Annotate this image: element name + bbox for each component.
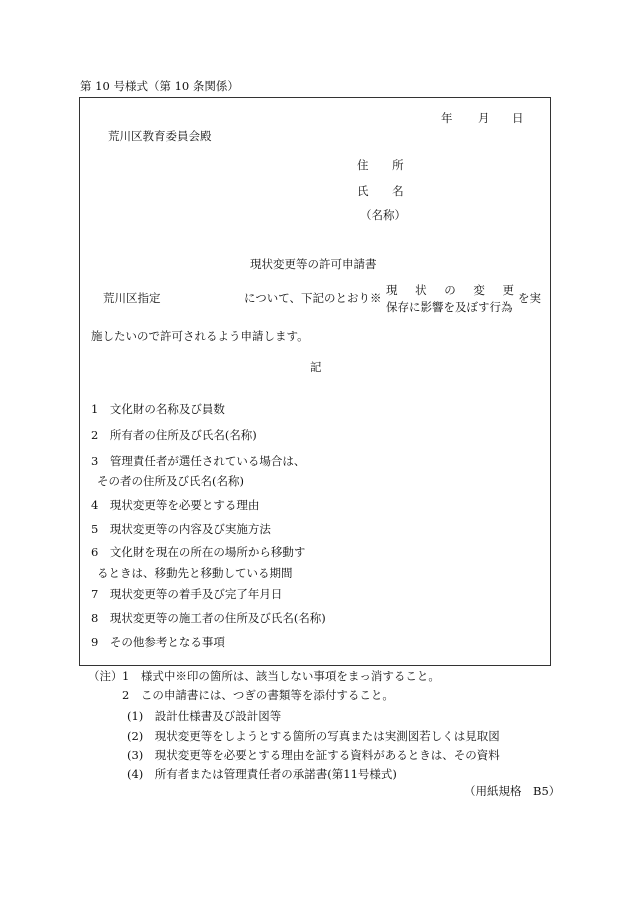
option-top-4: 変 — [473, 283, 485, 297]
form-frame — [79, 97, 551, 666]
note-sub: (1) 設計仕様書及び設計図等 — [127, 709, 282, 723]
body-middle: について、下記のとおり※ — [244, 291, 382, 305]
option-top — [386, 285, 514, 297]
year-label: 年 — [441, 111, 453, 125]
address-label-1: 住 — [357, 158, 369, 172]
form-number: 第 10 号様式（第 10 条関係） — [80, 79, 239, 93]
name-label-2: 名 — [392, 184, 404, 198]
list-item: 1 文化財の名称及び員数 — [91, 402, 225, 416]
option-top-1: 現 — [386, 283, 398, 297]
address-label-2: 所 — [392, 158, 404, 172]
ki-mark: 記 — [310, 360, 322, 374]
month-label: 月 — [478, 111, 490, 125]
option-top-2: 状 — [415, 283, 427, 297]
note-label: （注） — [88, 669, 123, 683]
day-label: 日 — [512, 111, 524, 125]
address-label — [357, 160, 404, 172]
list-item: 3 管理責任者が選任されている場合は、 — [91, 454, 306, 468]
addressee: 荒川区教育委員会殿 — [108, 129, 212, 143]
option-bottom: 保存に影響を及ぼす行為 — [386, 300, 513, 314]
list-item: 4 現状変更等を必要とする理由 — [91, 498, 260, 512]
option-top-3: の — [444, 283, 456, 297]
list-item: 5 現状変更等の内容及び実施方法 — [91, 522, 271, 536]
list-item: 2 所有者の住所及び氏名(名称) — [91, 428, 257, 442]
body-prefix: 荒川区指定 — [103, 291, 161, 305]
note-sub: (2) 現状変更等をしようとする箇所の写真または実測図若しくは見取図 — [127, 729, 500, 743]
list-item: その者の住所及び氏名(名称) — [97, 474, 244, 488]
note-2: 2 この申請書には、つぎの書類等を添付すること。 — [122, 688, 394, 702]
list-item: るときは、移動先と移動している期間 — [97, 566, 293, 580]
note-sub: (3) 現状変更等を必要とする理由を証する資料があるときは、その資料 — [127, 748, 500, 762]
name-label-1: 氏 — [357, 184, 369, 198]
note-1: 1 様式中※印の箇所は、該当しない事項をまっ消すること。 — [122, 669, 440, 683]
name-label — [357, 186, 404, 198]
list-item: 6 文化財を現在の所在の場所から移動す — [91, 545, 306, 559]
list-item: 8 現状変更等の施工者の住所及び氏名(名称) — [91, 611, 326, 625]
option-top-5: 更 — [502, 283, 514, 297]
paper-size: （用紙規格 B5） — [464, 784, 561, 798]
list-item: 9 その他参考となる事項 — [91, 635, 225, 649]
body-line2: 施したいので許可されるよう申請します。 — [91, 329, 309, 343]
body-suffix: を実 — [518, 291, 541, 305]
list-item: 7 現状変更等の着手及び完了年月日 — [91, 587, 283, 601]
doc-title: 現状変更等の許可申請書 — [250, 257, 377, 271]
corp-label: （名称） — [360, 208, 406, 222]
note-sub: (4) 所有者または管理責任者の承諾書(第11号様式) — [127, 767, 397, 781]
